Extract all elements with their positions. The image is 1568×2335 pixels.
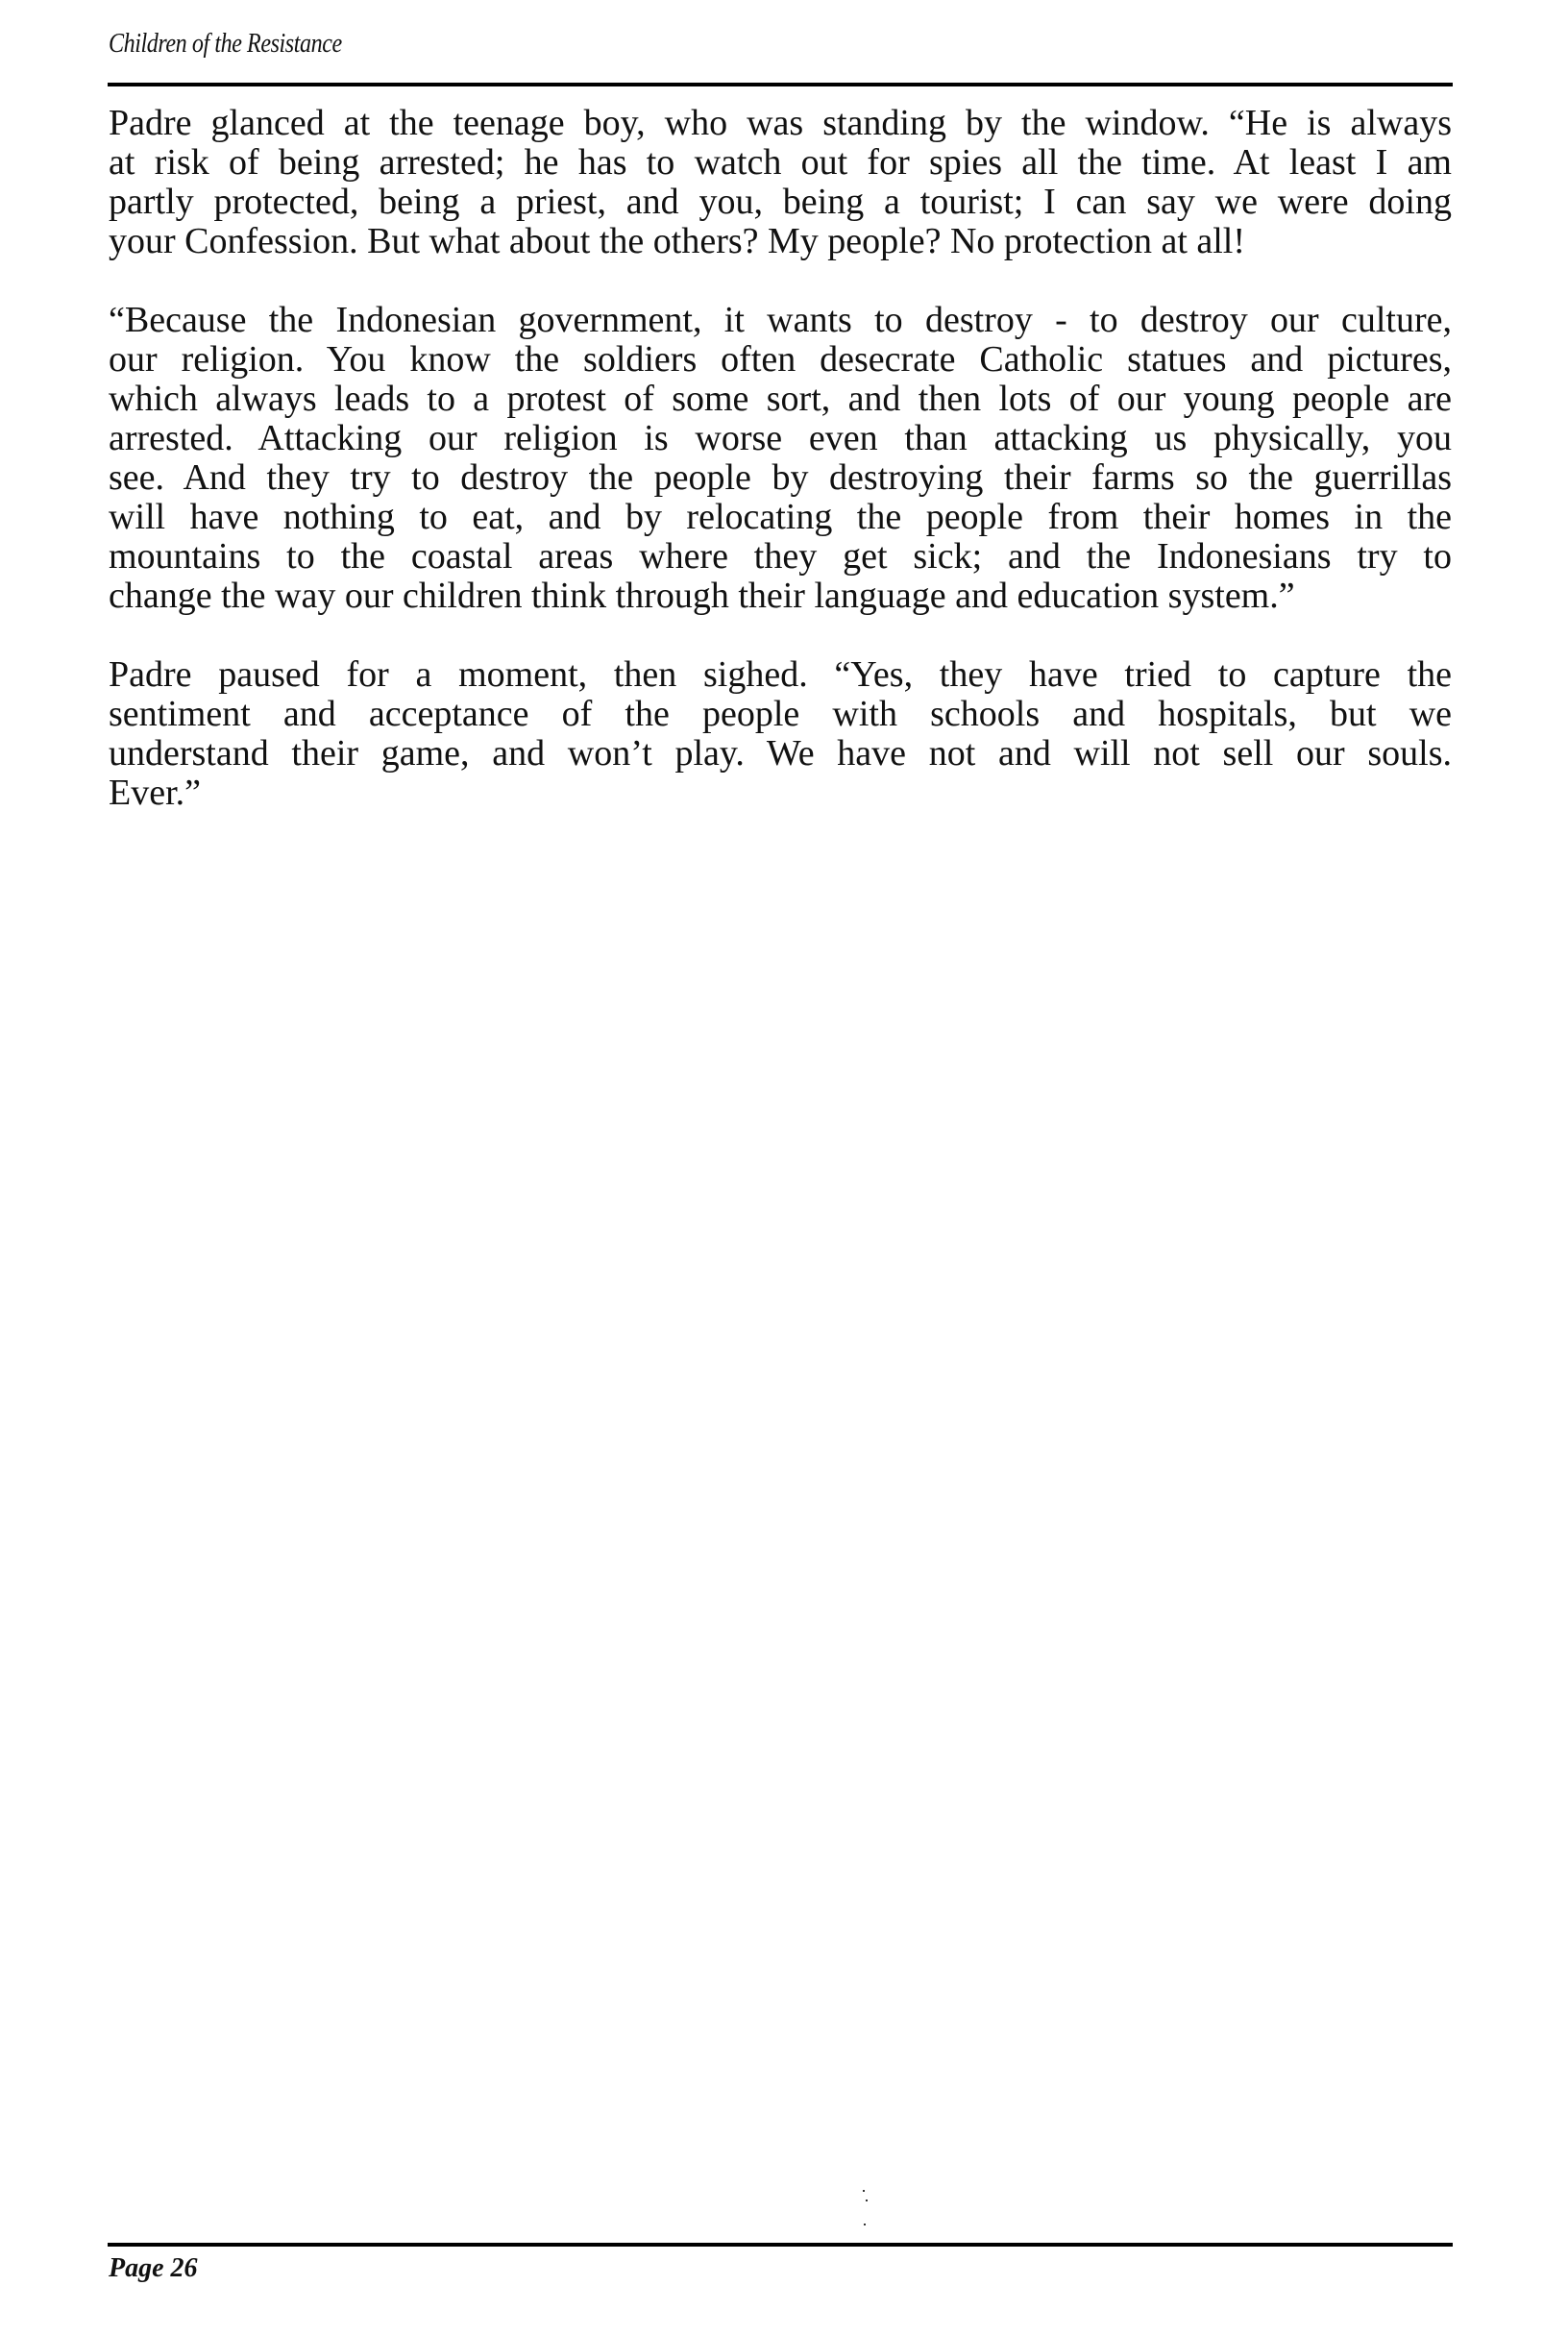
paragraph-2 xyxy=(109,301,1452,616)
text-line: change the way our children think through their language and education system.” xyxy=(109,576,1295,616)
text-line: which always leads to a protest of some sort, and then lots of our young people are xyxy=(109,379,1452,419)
text-line: Padre paused for a moment, then sighed. “Yes, they have tried to capture the xyxy=(109,654,1452,695)
scan-speck xyxy=(863,2190,865,2192)
text-line: mountains to the coastal areas where they get sick; and the Indonesians try to xyxy=(109,536,1452,577)
paragraph-1 xyxy=(109,104,1452,261)
body-text xyxy=(109,104,1452,852)
paragraph-3 xyxy=(109,655,1452,813)
text-line: arrested. Attacking our religion is worse even than attacking us physically, you xyxy=(109,418,1452,458)
header-rule xyxy=(108,83,1453,86)
text-line: our religion. You know the soldiers often desecrate Catholic statues and pictures, xyxy=(109,339,1452,380)
text-line: understand their game, and won’t play. We have not and will not sell our souls. xyxy=(109,733,1452,774)
scan-speck xyxy=(864,2224,866,2225)
text-line: see. And they try to destroy the people by destroying their farms so the guerrillas xyxy=(109,457,1452,498)
text-line: sentiment and acceptance of the people with schools and hospitals, but we xyxy=(109,694,1452,734)
text-line: your Confession. But what about the others? My people? No protection at all! xyxy=(109,221,1246,261)
text-line: at risk of being arrested; he has to watch out for spies all the time. At least I am xyxy=(109,142,1452,183)
page-number: Page 26 xyxy=(109,2253,198,2283)
running-header-title: Children of the Resistance xyxy=(109,29,342,59)
text-line: partly protected, being a priest, and you, being a tourist; I can say we were doing xyxy=(109,182,1452,222)
text-line: will have nothing to eat, and by relocating the people from their homes in the xyxy=(109,497,1452,537)
text-line: “Because the Indonesian government, it wants to destroy - to destroy our culture, xyxy=(109,300,1452,340)
scan-noise xyxy=(863,2190,870,2228)
text-line: Padre glanced at the teenage boy, who was standing by the window. “He is always xyxy=(109,103,1452,143)
text-line: Ever.” xyxy=(109,773,202,813)
scan-speck xyxy=(866,2200,868,2201)
footer-rule xyxy=(108,2243,1453,2247)
